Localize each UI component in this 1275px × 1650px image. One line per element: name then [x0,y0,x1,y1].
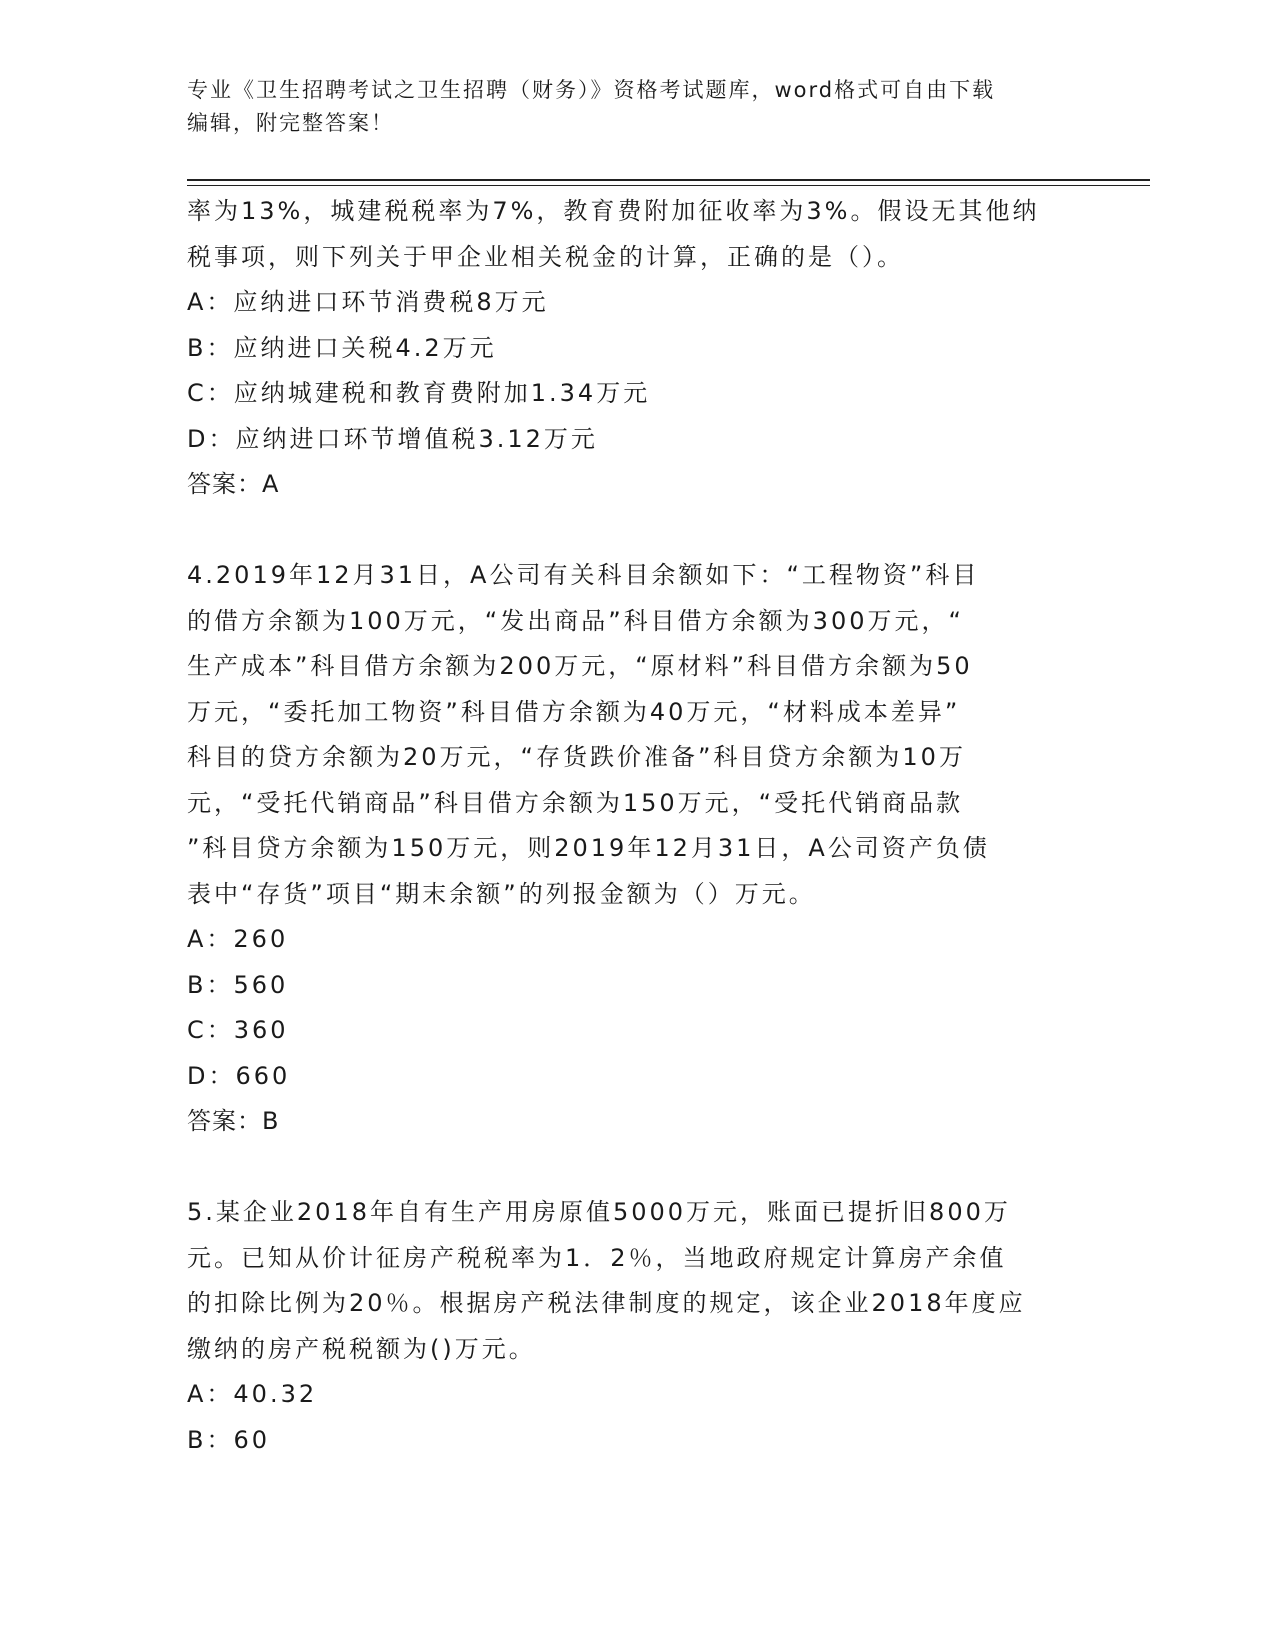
question-4-stem-line-1: 4.2019年12月31日，A公司有关科目余额如下：“工程物资”科目 [187,561,980,589]
header-line-1: 专业《卫生招聘考试之卫生招聘（财务）》资格考试题库，word格式可自由下载 [187,78,996,102]
question-3 [187,189,1087,508]
question-5-stem-line-2: 元。已知从价计征房产税税率为1．2％，当地政府规定计算房产余值 [187,1243,1007,1272]
question-4-stem-line-4: 万元，“委托加工物资”科目借方余额为40万元，“材料成本差异” [187,697,961,726]
spacer [187,508,1087,554]
question-4-option-d: D：660 [187,1061,291,1090]
spacer [187,1145,1087,1191]
question-5-stem-line-3: 的扣除比例为20％。根据房产税法律制度的规定，该企业2018年度应 [187,1289,1026,1317]
question-3-stem-line-1: 率为13%，城建税税率为7%，教育费附加征收率为3%。假设无其他纳 [187,197,1040,225]
question-4-option-c: C：360 [187,1016,289,1044]
question-3-option-d: D：应纳进口环节增值税3.12万元 [187,424,598,453]
question-5-stem-line-1: 5.某企业2018年自有生产用房原值5000万元，账面已提折旧800万 [187,1198,1011,1226]
question-4-answer: 答案：B [187,1107,280,1135]
document-body [187,189,1087,1463]
question-3-option-a: A：应纳进口环节消费税8万元 [187,288,549,316]
question-3-answer: 答案：A [187,470,280,498]
header-rule-thick [187,179,1150,181]
question-5-option-a: A：40.32 [187,1380,318,1408]
header-rule-thin [187,185,1150,186]
question-4-option-a: A：260 [187,925,289,953]
question-4-stem-line-6: 元，“受托代销商品”科目借方余额为150万元，“受托代销商品款 [187,788,964,817]
question-3-option-c: C：应纳城建税和教育费附加1.34万元 [187,379,651,407]
question-4 [187,553,1087,1145]
question-4-stem-line-5: 科目的贷方余额为20万元，“存货跌价准备”科目贷方余额为10万 [187,743,966,771]
page-header [187,74,1087,140]
question-4-stem-line-8: 表中“存货”项目“期末余额”的列报金额为（）万元。 [187,879,816,908]
question-4-stem-line-3: 生产成本”科目借方余额为200万元，“原材料”科目借方余额为50 [187,652,973,680]
question-3-stem-line-2: 税事项，则下列关于甲企业相关税金的计算，正确的是（）。 [187,242,904,271]
question-5-stem-line-4: 缴纳的房产税税额为()万元。 [187,1334,536,1363]
question-5 [187,1190,1087,1463]
question-4-stem-line-7: ”科目贷方余额为150万元，则2019年12月31日，A公司资产负债 [187,834,990,862]
question-3-option-b: B：应纳进口关税4.2万元 [187,333,497,362]
header-line-2: 编辑，附完整答案！ [187,111,394,135]
question-4-option-b: B：560 [187,970,289,999]
question-4-stem-line-2: 的借方余额为100万元，“发出商品”科目借方余额为300万元，“ [187,606,964,635]
question-5-option-b: B：60 [187,1425,271,1454]
